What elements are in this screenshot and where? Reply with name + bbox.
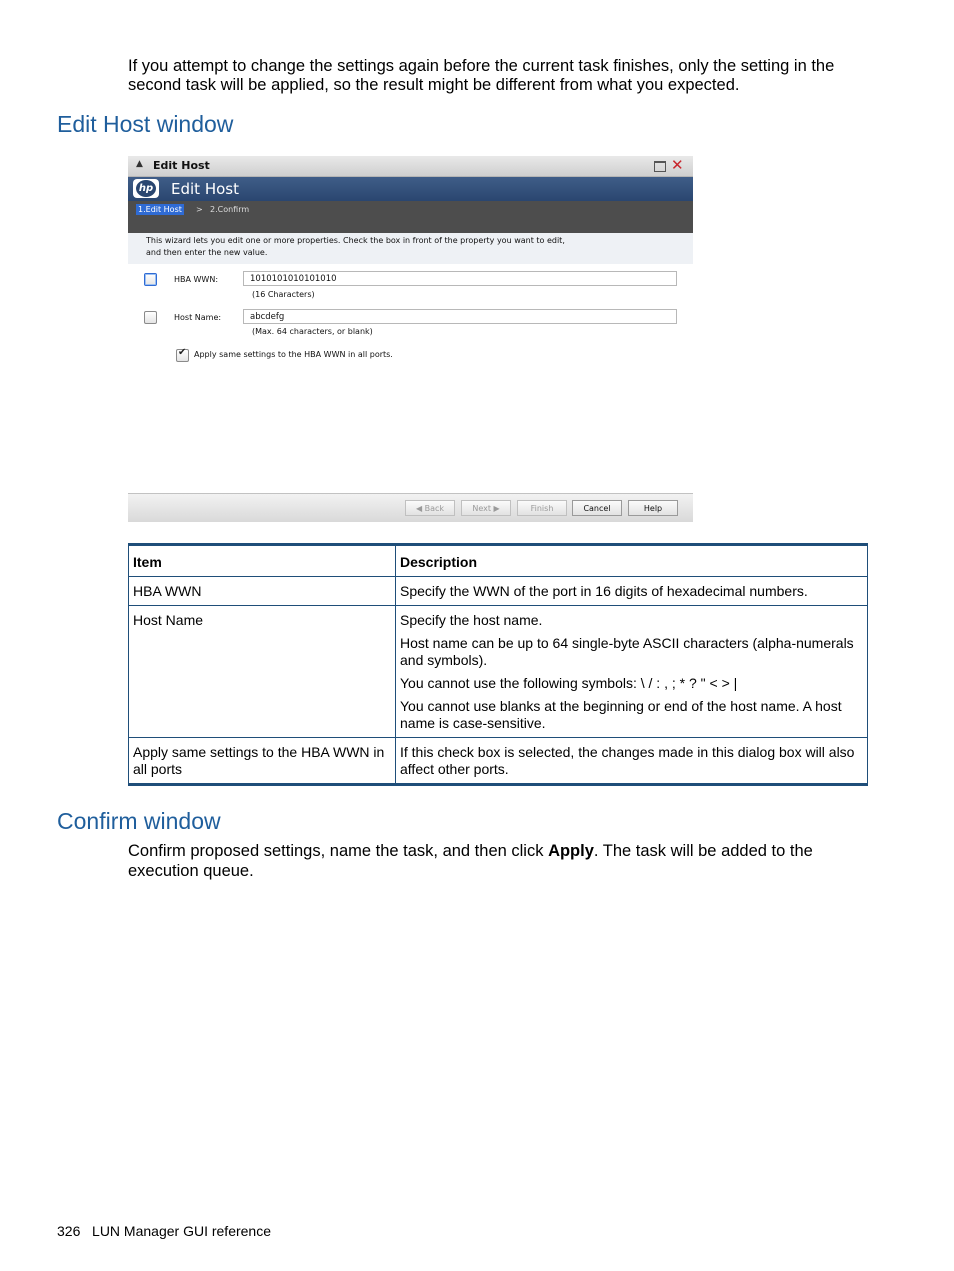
host-name-field[interactable]: abcdefg <box>243 309 677 324</box>
back-button[interactable]: ◀ Back <box>405 500 455 516</box>
confirm-line-1 <box>128 841 813 861</box>
table-cell-description <box>396 577 868 606</box>
table-header-description: Description <box>396 545 868 577</box>
collapse-icon[interactable]: ▲ <box>136 159 143 169</box>
table-cell-item: Host Name <box>129 606 396 738</box>
section-title-confirm: Confirm window <box>57 808 221 834</box>
description-paragraph: If this check box is selected, the changes made in this dialog box will also affect other ports. <box>400 744 855 777</box>
table-cell-item: Apply same settings to the HBA WWN in all ports <box>129 738 396 785</box>
hba-wwn-field[interactable]: 1010101010101010 <box>243 271 677 286</box>
page-number: 326 <box>57 1223 81 1239</box>
host-name-hint: (Max. 64 characters, or blank) <box>252 327 373 336</box>
hba-wwn-checkbox[interactable] <box>144 273 157 286</box>
page-footer <box>57 1223 271 1239</box>
dialog-titlebar <box>128 156 693 177</box>
table-cell-item: HBA WWN <box>129 577 396 606</box>
host-name-checkbox[interactable] <box>144 311 157 324</box>
confirm-line-2: execution queue. <box>128 862 254 880</box>
dialog-button-bar <box>128 493 693 522</box>
dialog-banner <box>128 177 693 201</box>
instructions-line-2: and then enter the new value. <box>146 248 268 257</box>
description-paragraph: Host name can be up to 64 single-byte ASCII characters (alpha-numerals and symbols). <box>400 635 854 668</box>
table-cell-description <box>396 606 868 738</box>
cancel-button[interactable]: Cancel <box>572 500 622 516</box>
hp-logo <box>133 179 159 198</box>
hp-logo-text: hp <box>136 180 156 197</box>
table-cell-description <box>396 738 868 785</box>
hba-wwn-hint: (16 Characters) <box>252 290 315 299</box>
dialog-banner-title: Edit Host <box>171 180 239 198</box>
back-button-label: Back <box>424 504 445 513</box>
next-button-label: Next <box>472 504 491 513</box>
section-title-edit-host: Edit Host window <box>57 111 234 137</box>
footer-title: LUN Manager GUI reference <box>92 1223 271 1239</box>
maximize-icon[interactable] <box>654 161 666 172</box>
table-row <box>129 577 868 606</box>
instructions-line-1: This wizard lets you edit one or more properties. Check the box in front of the property you want to edit, <box>146 236 565 245</box>
apply-all-ports-label: Apply same settings to the HBA WWN in all ports. <box>194 350 393 359</box>
table-row <box>129 606 868 738</box>
dialog-titlebar-text: Edit Host <box>153 159 210 172</box>
table-header-item: Item <box>129 545 396 577</box>
wizard-instructions <box>128 233 693 264</box>
table-header-row <box>129 545 868 577</box>
table-row <box>129 738 868 785</box>
host-name-label: Host Name: <box>174 313 222 322</box>
help-button[interactable]: Help <box>628 500 678 516</box>
description-paragraph: Specify the WWN of the port in 16 digits of hexadecimal numbers. <box>400 583 808 599</box>
finish-button[interactable]: Finish <box>517 500 567 516</box>
confirm-text-before: Confirm proposed settings, name the task, and then click <box>128 842 549 860</box>
close-icon[interactable]: ✕ <box>671 156 684 174</box>
step-edit-host: 1.Edit Host <box>138 205 182 214</box>
confirm-text-after: . The task will be added to the <box>593 842 813 860</box>
description-paragraph: Specify the host name. <box>400 612 543 628</box>
edit-host-dialog <box>128 156 693 521</box>
description-paragraph: You cannot use blanks at the beginning or end of the host name. A host name is case-sensitive. <box>400 698 842 731</box>
intro-line-2: second task will be applied, so the result might be different from what you expected. <box>128 76 740 94</box>
intro-line-1: If you attempt to change the settings again before the current task finishes, only the setting in the <box>128 57 835 75</box>
description-paragraph: You cannot use the following symbols: \ / : , ; * ? " < > | <box>400 675 738 691</box>
apply-all-ports-checkbox[interactable] <box>176 349 189 362</box>
confirm-apply-bold: Apply <box>548 842 594 860</box>
next-button[interactable]: Next ▶ <box>461 500 511 516</box>
wizard-steps <box>128 201 693 233</box>
hba-wwn-label: HBA WWN: <box>174 275 219 284</box>
item-description-table <box>128 543 868 786</box>
step-separator: > <box>196 205 203 214</box>
step-confirm: 2.Confirm <box>210 205 250 214</box>
